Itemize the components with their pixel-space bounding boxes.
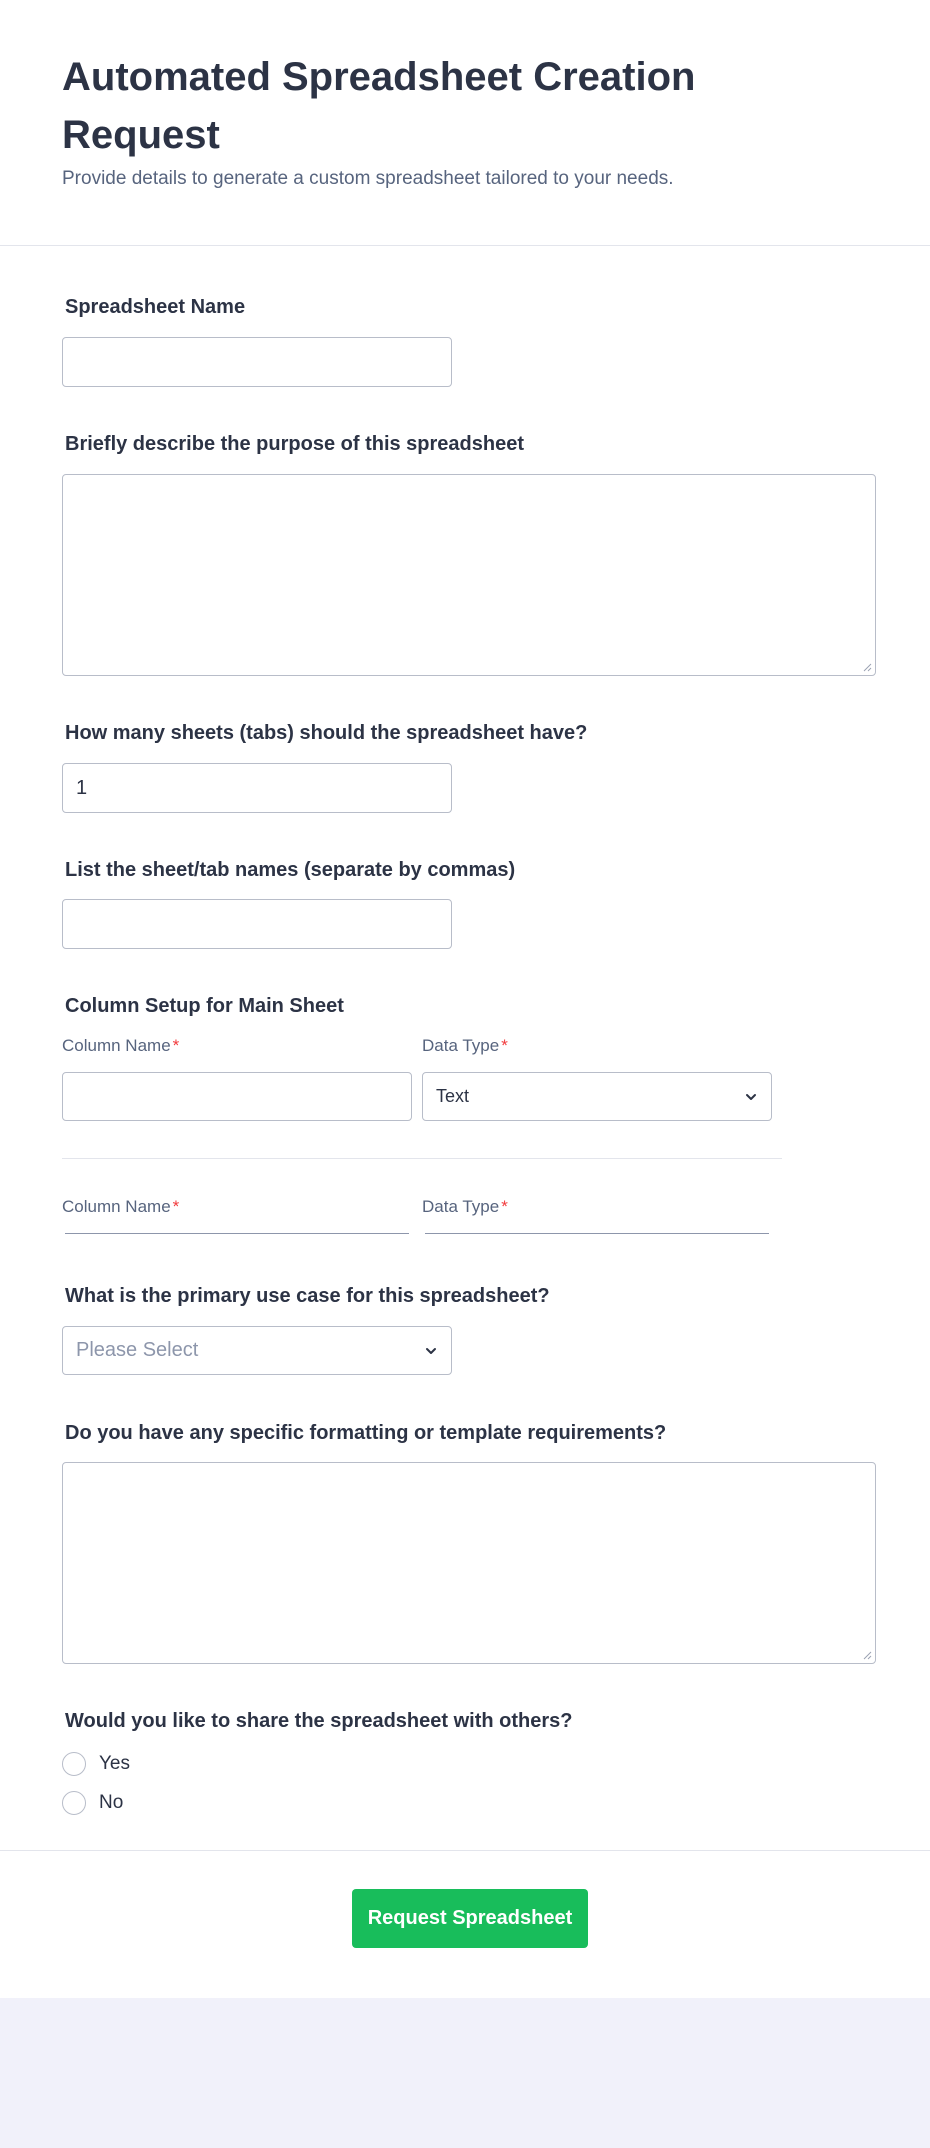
page-title: Automated Spreadsheet Creation Request <box>62 55 696 157</box>
page-subtitle: Provide details to generate a custom spreadsheet tailored to your needs. <box>62 168 674 189</box>
sheet-count-input[interactable]: 1 <box>62 763 452 813</box>
primary-use-case-placeholder: Please Select <box>76 1339 199 1361</box>
required-asterisk: * <box>172 1197 180 1216</box>
radio-label: No <box>99 1792 124 1813</box>
purpose-textarea[interactable] <box>62 474 876 676</box>
sheet-names-label: List the sheet/tab names (separate by commas) <box>65 859 516 881</box>
radio-button[interactable] <box>62 1752 86 1776</box>
required-asterisk: * <box>501 1197 508 1216</box>
column-name-underline <box>65 1233 409 1234</box>
column-name-input[interactable] <box>62 1072 412 1121</box>
form-header <box>0 0 930 246</box>
resize-grip-icon[interactable] <box>862 662 872 672</box>
request-spreadsheet-button[interactable]: Request Spreadsheet <box>352 1889 588 1948</box>
resize-grip-icon[interactable] <box>862 1650 872 1660</box>
chevron-down-icon <box>424 1346 438 1356</box>
data-type-select[interactable] <box>422 1072 772 1121</box>
data-type-value: Text <box>436 1086 470 1106</box>
spreadsheet-name-label: Spreadsheet Name <box>65 296 246 318</box>
data-type-label-text: Data Type <box>422 1197 500 1216</box>
share-option-yes[interactable] <box>62 1752 130 1776</box>
data-type-label <box>422 1196 508 1218</box>
required-asterisk: * <box>501 1036 508 1055</box>
spreadsheet-name-input[interactable] <box>62 337 452 387</box>
formatting-textarea[interactable] <box>62 1462 876 1664</box>
radio-label: Yes <box>99 1753 130 1774</box>
share-option-no[interactable] <box>62 1791 123 1815</box>
purpose-label: Briefly describe the purpose of this spreadsheet <box>65 433 525 455</box>
formatting-label: Do you have any specific formatting or template requirements? <box>65 1422 667 1444</box>
footer-divider <box>0 1850 930 1851</box>
column-row-divider <box>62 1158 782 1159</box>
primary-use-case-label: What is the primary use case for this spreadsheet? <box>65 1285 550 1307</box>
column-setup-label: Column Setup for Main Sheet <box>65 995 344 1017</box>
data-type-label <box>422 1035 508 1057</box>
column-name-label <box>62 1035 179 1057</box>
sheet-count-label: How many sheets (tabs) should the spreadsheet have? <box>65 722 588 744</box>
data-type-label-text: Data Type <box>422 1036 500 1055</box>
required-asterisk: * <box>172 1036 180 1055</box>
column-name-label <box>62 1196 179 1218</box>
radio-button[interactable] <box>62 1791 86 1815</box>
sheet-names-input[interactable] <box>62 899 452 949</box>
primary-use-case-select[interactable] <box>62 1326 452 1375</box>
data-type-underline <box>425 1233 769 1234</box>
column-name-label-text: Column Name <box>62 1036 171 1055</box>
share-label: Would you like to share the spreadsheet with others? <box>65 1710 573 1732</box>
chevron-down-icon <box>744 1092 758 1102</box>
column-name-label-text: Column Name <box>62 1197 171 1216</box>
